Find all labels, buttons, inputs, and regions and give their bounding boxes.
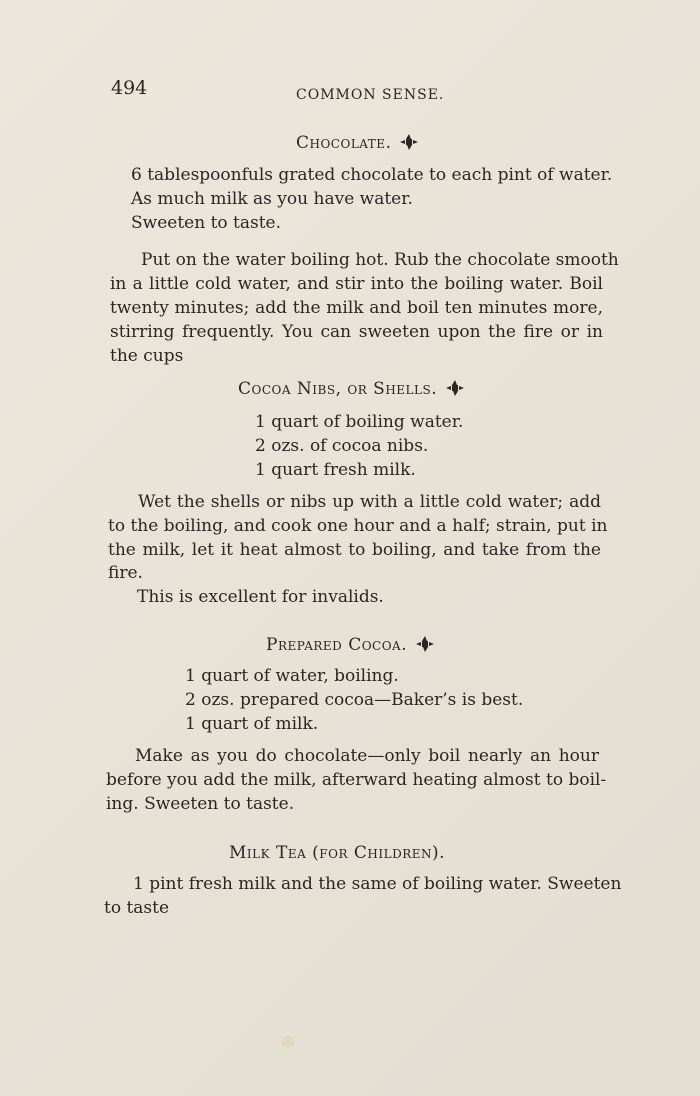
paragraph-line: in a little cold water, and stir into the boiling water. Boil: [110, 274, 603, 294]
section-title-text: Cocoa Nibs, or Shells.: [238, 379, 438, 399]
paragraph-line: Wet the shells or nibs up with a little cold water; add: [138, 492, 601, 512]
paragraph-line: stirring frequently. You can sweeten upon the fire or in: [110, 322, 603, 342]
paragraph-line: Put on the water boiling hot. Rub the chocolate smooth: [141, 250, 619, 270]
paragraph-line: before you add the milk, afterward heating almost to boil-: [106, 770, 607, 790]
running-title: COMMON SENSE.: [296, 87, 445, 103]
ingredient-line: Sweeten to taste.: [131, 213, 282, 233]
maltese-cross-icon: [399, 133, 419, 151]
paragraph-line: ing. Sweeten to taste.: [106, 794, 295, 814]
paper-stain: [281, 1036, 295, 1048]
ingredient-line: 6 tablespoonfuls grated chocolate to each pint of water.: [131, 165, 613, 185]
section-title-text: Chocolate.: [296, 133, 392, 153]
paragraph-line: to the boiling, and cook one hour and a half; strain, put in: [108, 516, 608, 536]
section-title-text: Prepared Cocoa.: [266, 635, 408, 655]
paragraph-line: to taste: [104, 898, 170, 918]
paragraph-line: Make as you do chocolate—only boil nearly an hour: [135, 746, 599, 766]
section-title-cocoa-nibs: [238, 379, 465, 399]
section-title-milk-tea: Milk Tea (for Children).: [229, 843, 446, 863]
page-number: 494: [111, 77, 148, 99]
paragraph-line: twenty minutes; add the milk and boil ten minutes more,: [110, 298, 603, 318]
ingredient-line: 1 quart of water, boiling.: [185, 666, 399, 686]
paragraph-line: fire.: [108, 563, 143, 583]
paragraph-line: the cups: [110, 346, 184, 366]
maltese-cross-icon: [445, 379, 465, 397]
section-title-chocolate: [296, 133, 419, 153]
ingredient-line: As much milk as you have water.: [131, 189, 413, 209]
section-title-prepared-cocoa: [266, 635, 435, 655]
ingredient-line: 1 quart fresh milk.: [255, 460, 416, 480]
ingredient-line: 1 quart of milk.: [185, 714, 319, 734]
ingredient-line: 2 ozs. prepared cocoa—Baker’s is best.: [185, 690, 524, 710]
ingredient-line: 1 quart of boiling water.: [255, 412, 464, 432]
ingredient-line: 2 ozs. of cocoa nibs.: [255, 436, 429, 456]
maltese-cross-icon: [415, 635, 435, 653]
paragraph-line: This is excellent for invalids.: [137, 587, 384, 607]
paragraph-line: 1 pint fresh milk and the same of boiling water. Sweeten: [133, 874, 622, 894]
paragraph-line: the milk, let it heat almost to boiling, and take from the: [108, 540, 601, 560]
